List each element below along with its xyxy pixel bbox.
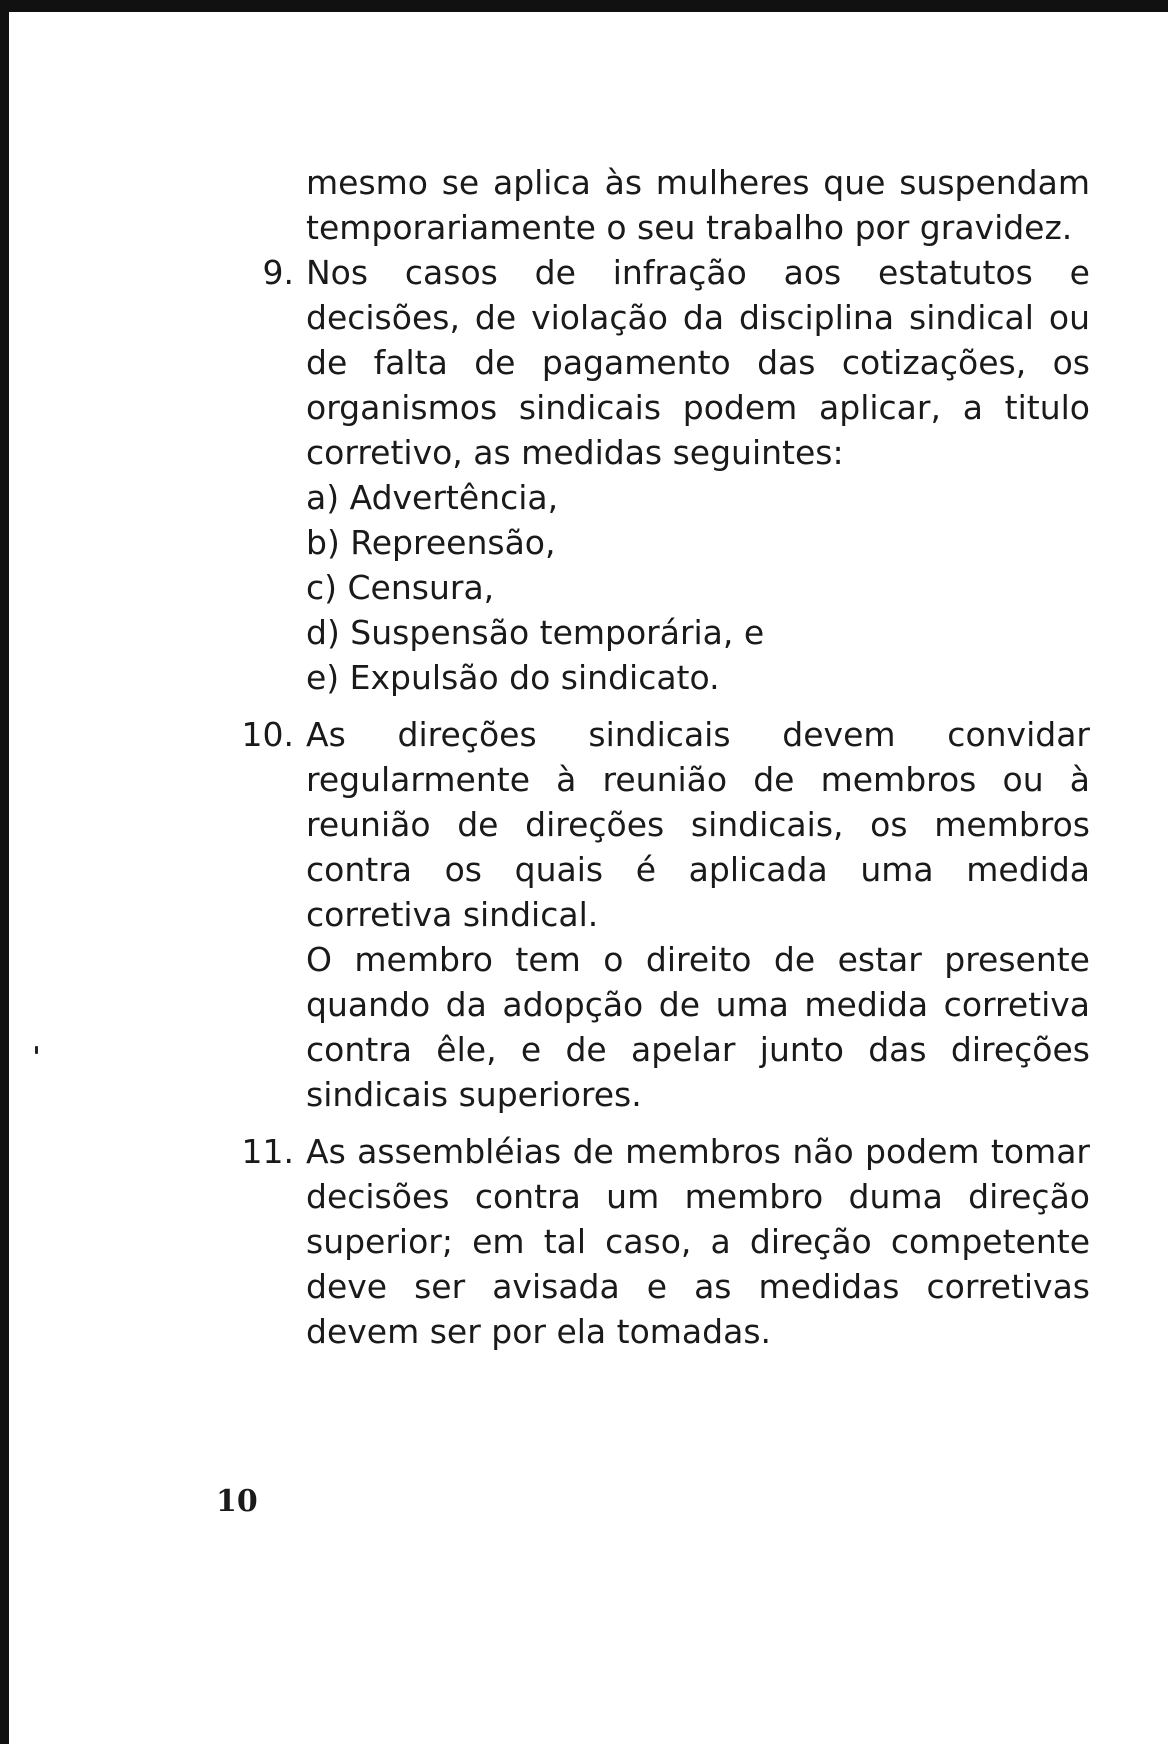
page-top-border — [0, 0, 1168, 12]
item-text: As assembléias de membros não podem tomar decisões contra um membro duma direção superior; em tal caso, a direção competente deve ser avisada e as medidas corretivas devem ser por ela tomadas. — [306, 1132, 1090, 1351]
scan-speck — [35, 1046, 38, 1054]
sub-item: c) Censura, — [306, 568, 495, 607]
item-number: 11. — [241, 1132, 294, 1171]
continuation-paragraph: mesmo se aplica às mulheres que suspendam temporariamente o seu trabalho por gravidez. — [306, 163, 1090, 247]
sub-list — [306, 475, 1090, 700]
item-number: 10. — [241, 715, 294, 754]
page-number: 10 — [216, 1484, 258, 1519]
sub-item: d) Suspensão temporária, e — [306, 613, 765, 652]
page-text — [210, 160, 1090, 1354]
list-item-9 — [210, 250, 1090, 700]
item-text: Nos casos de infração aos estatutos e decisões, de violação da disciplina sindical ou de falta de pagamento das cotizações, os organismos sindicais podem aplicar, a titulo corretivo, as medidas seguintes: — [306, 253, 1090, 472]
item-number: 9. — [262, 253, 294, 292]
item-text-second-paragraph: O membro tem o direito de estar presente quando da adopção de uma medida corretiva contra êle, e de apelar junto das direções sindicais superiores. — [306, 940, 1090, 1114]
item-text: As direções sindicais devem convidar regularmente à reunião de membros ou à reunião de direções sindicais, os membros contra os quais é aplicada uma medida corretiva sindical. — [306, 715, 1090, 934]
sub-item: b) Repreensão, — [306, 523, 556, 562]
sub-item: a) Advertência, — [306, 478, 559, 517]
list-item-11 — [210, 1129, 1090, 1354]
page-left-border — [0, 0, 9, 1744]
sub-item: e) Expulsão do sindicato. — [306, 658, 720, 697]
list-item-10 — [210, 712, 1090, 1117]
